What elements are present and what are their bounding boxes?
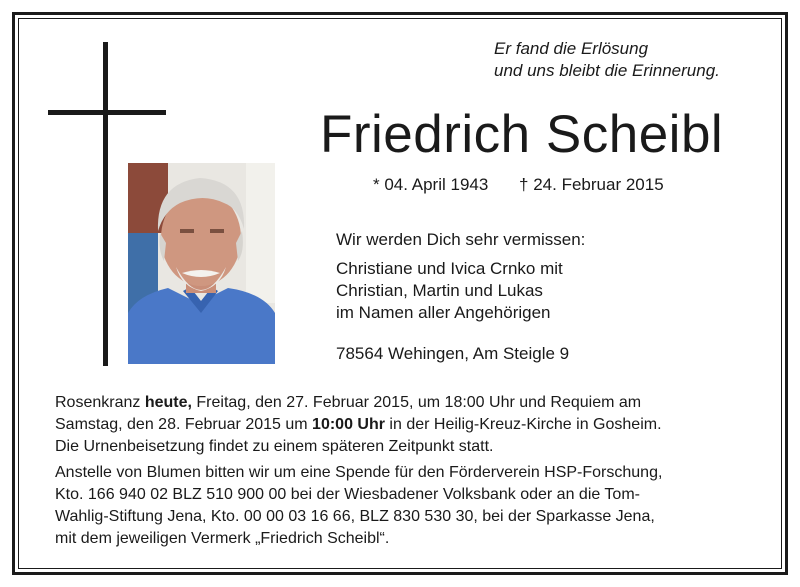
cross-icon-horizontal xyxy=(48,110,166,115)
mourner-line: Christiane und Ivica Crnko mit xyxy=(336,259,563,278)
mourners-list xyxy=(336,258,563,324)
family-address xyxy=(336,343,569,365)
service-text: Samstag, den 28. Februar 2015 um xyxy=(55,416,313,433)
donation-line: Wahlig-Stiftung Jena, Kto. 00 00 03 16 66, BLZ 830 530 30, bei der Sparkasse Jena, xyxy=(55,508,655,525)
portrait-photo xyxy=(128,163,275,364)
donation-request xyxy=(55,462,755,550)
address-text: 78564 Wehingen, Am Steigle 9 xyxy=(336,344,570,363)
deceased-name: Friedrich Scheibl xyxy=(320,105,724,164)
quote-line-1: Er fand die Erlösung xyxy=(494,39,649,58)
service-text: Rosenkranz xyxy=(55,394,145,411)
quote-line-2: und uns bleibt die Erinnerung. xyxy=(494,61,720,80)
donation-line: Anstelle von Blumen bitten wir um eine Spende für den Förderverein HSP-Forschung, xyxy=(55,464,663,481)
farewell-message-text: Wir werden Dich sehr vermissen: xyxy=(336,230,586,249)
service-highlight: 10:00 Uhr xyxy=(312,416,385,433)
farewell-message xyxy=(336,229,585,251)
death-date: † 24. Februar 2015 xyxy=(519,175,664,194)
donation-line: mit dem jeweiligen Vermerk „Friedrich Scheibl“. xyxy=(55,530,390,547)
donation-line: Kto. 166 940 02 BLZ 510 900 00 bei der Wiesbadener Volksbank oder an die Tom- xyxy=(55,486,640,503)
mourner-line: im Namen aller Angehörigen xyxy=(336,303,551,322)
cross-icon-vertical xyxy=(103,42,108,366)
life-dates xyxy=(373,175,664,195)
epitaph-quote xyxy=(494,38,720,82)
mourner-line: Christian, Martin und Lukas xyxy=(336,281,543,300)
service-line-3: Die Urnenbeisetzung findet zu einem späteren Zeitpunkt statt. xyxy=(55,438,494,455)
birth-date: * 04. April 1943 xyxy=(373,175,489,194)
service-text: Freitag, den 27. Februar 2015, um 18:00 Uhr und Requiem am xyxy=(191,394,642,411)
service-details xyxy=(55,392,755,458)
service-line-1 xyxy=(55,392,755,414)
service-line-2 xyxy=(55,414,755,436)
service-highlight: heute, xyxy=(144,394,192,411)
service-text: in der Heilig-Kreuz-Kirche in Gosheim. xyxy=(384,416,662,433)
